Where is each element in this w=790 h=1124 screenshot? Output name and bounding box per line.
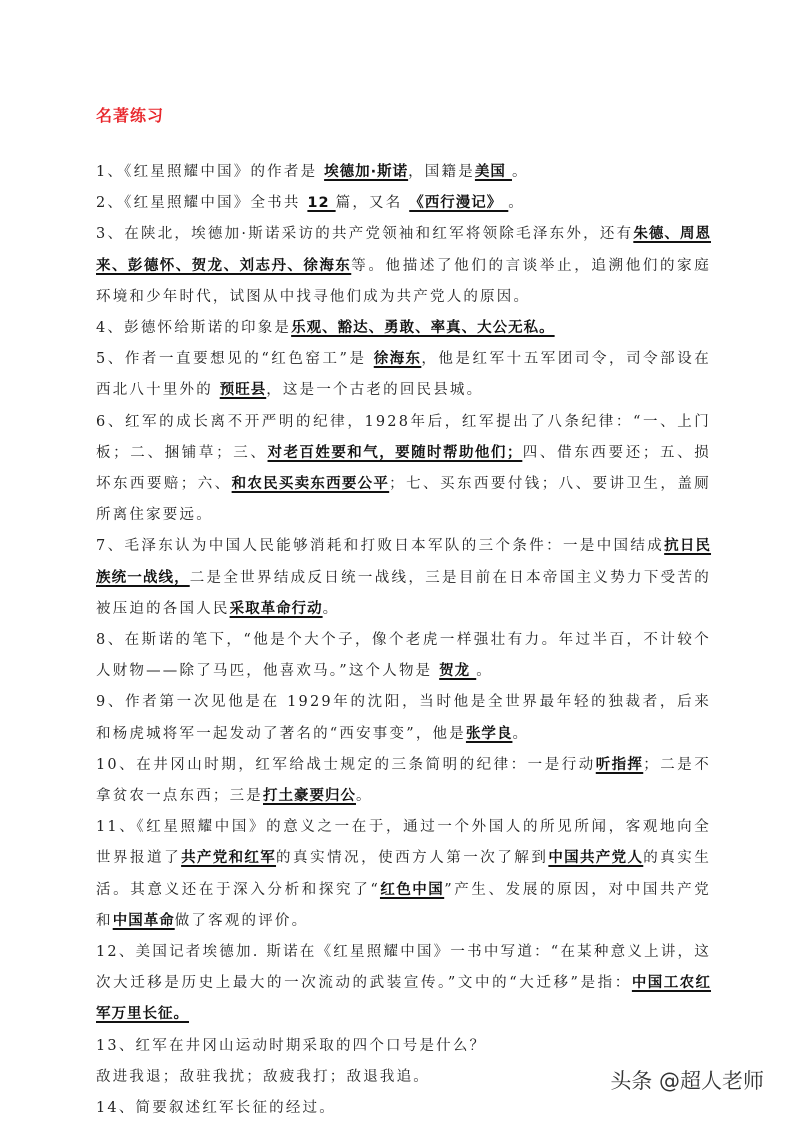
- question-item: [96, 1031, 711, 1062]
- answer-text: 预旺县: [219, 382, 267, 399]
- question-text: 的真实情况，使西方人第一次了解到: [276, 850, 549, 867]
- question-text: 二是全世界结成反日统一战线，三是目前在日本帝国主义势力下受苦的被压迫的各国人民: [96, 569, 711, 617]
- answer-text: 打土豪要归公: [263, 788, 356, 805]
- answer-text: 张学良: [465, 725, 513, 742]
- question-text: 7、毛泽东认为中国人民能够消耗和打败日本军队的三个条件：一是中国结成: [96, 538, 665, 555]
- answer-text: 埃德加·斯诺: [324, 164, 409, 180]
- question-item: [96, 344, 711, 406]
- question-item: [96, 625, 711, 687]
- question-text: 12、美国记者埃德加. 斯诺在《红星照耀中国》一书中写道：“在某种意义上讲，这次大迁移是历史上最大的一次流动的武装宣传。”文中的“大迁移”是指：: [96, 944, 711, 992]
- answer-text: 中国共产党人: [548, 850, 644, 867]
- question-text: 4、彭德怀给斯诺的印象是: [96, 320, 292, 337]
- question-text: 四、借东西要还；五、损坏东西要赔；六、: [96, 444, 712, 493]
- answer-text: 共产党和红军: [181, 850, 277, 867]
- answer-text: 贺龙: [439, 663, 477, 680]
- question-text: 。: [512, 725, 530, 742]
- answer-text: 徐海东: [373, 351, 422, 368]
- question-text: 9、作者第一次见他是在 1929年的沈阳，当时他是全世界最年轻的独裁者，后来和杨虎城将军一起发动了著名的“西安事变”，他是: [96, 694, 711, 742]
- question-text: ；七、买东西要付钱；八、要讲卫生，盖厕所离住家要远。: [96, 476, 711, 524]
- question-item: [96, 313, 711, 344]
- answer-text: 抗日民族统一战线，: [96, 538, 712, 586]
- question-text: ，这是一个古老的回民县城。: [266, 382, 484, 399]
- page-title: 名著练习: [96, 106, 165, 125]
- answer-text: 采取革命行动: [229, 600, 323, 617]
- question-text: 8、在斯诺的笔下，“他是个大个子，像个老虎一样强壮有力。年过半百，不计较个人财物——除了马匹，他喜欢马。”这个人物是: [96, 632, 711, 680]
- question-text: 3、在陕北，埃德加·斯诺采访的共产党领袖和红军将领除毛泽东外，还有: [96, 226, 634, 243]
- answer-text: 朱德、周恩来、彭德怀、贺龙、刘志丹、徐海东: [96, 226, 711, 274]
- question-text: 。: [322, 600, 340, 617]
- question-text: ，他是红军十五军团司令，司令部设在西北八十里外的: [96, 351, 712, 399]
- question-item: [96, 407, 711, 532]
- question-text: 。: [476, 663, 493, 680]
- question-text: 等。他描述了他们的言谈举止，追溯他们的家庭环境和少年时代，试图从中找寻他们成为共产党人的原因。: [96, 257, 712, 305]
- question-text: 。: [356, 788, 373, 805]
- answer-text: 和农民买卖东西要公平: [231, 476, 390, 493]
- question-text: 14、简要叙述红军长征的经过。: [96, 1100, 336, 1117]
- question-text: 敌进我退；敌驻我扰；敌疲我打；敌退我追。: [96, 1068, 430, 1085]
- question-item: [96, 750, 711, 812]
- question-text: 做了客观的评价。: [174, 912, 309, 929]
- question-list: [96, 157, 711, 1124]
- answer-text: 美国: [474, 164, 512, 180]
- answer-text: 红色中国: [379, 881, 445, 898]
- question-text: 13、红军在井冈山运动时期采取的四个口号是什么？: [96, 1037, 487, 1054]
- question-text: 6、红军的成长离不开严明的纪律，1928年后，红军提出了八条纪律：“一、上门板；二、捆铺草；三、: [96, 413, 711, 461]
- question-text: 1、《红星照耀中国》的作者是: [96, 164, 325, 180]
- question-text: ，国籍是: [408, 164, 475, 180]
- question-item: [96, 531, 711, 625]
- answer-text: 中国革命: [112, 912, 175, 929]
- question-text: 2、《红星照耀中国》全书共: [96, 195, 308, 212]
- question-text: 篇，又名: [335, 195, 410, 212]
- question-item: [96, 219, 711, 313]
- question-text: 11、《红星照耀中国》的意义之一在于，通过一个外国人的所见所闻，客观地向全世界报道了: [96, 819, 711, 867]
- question-item: [96, 188, 711, 219]
- question-item: [96, 687, 711, 749]
- question-text: 。: [511, 164, 529, 180]
- question-text: ”产生、发展的原因，对中国共产党和: [96, 881, 711, 929]
- question-item: [96, 937, 711, 1031]
- question-text: ；二是不拿贫农一点东西；三是: [96, 756, 711, 805]
- question-text: 的真实生活。其意义还在于深入分析和探究了“: [96, 850, 712, 898]
- answer-text: 对老百姓要和气，要随时帮助他们；: [267, 444, 523, 461]
- question-text: 10、在井冈山时期，红军给战士规定的三条简明的纪律：一是行动: [96, 756, 596, 773]
- answer-text: 听指挥: [595, 756, 644, 773]
- question-item: [96, 1093, 711, 1124]
- watermark: 头条 @超人老师: [610, 1069, 764, 1093]
- answer-text: 12: [307, 195, 336, 212]
- answer-text: 中国工农红军万里长征。: [96, 975, 712, 1023]
- question-text: 。: [508, 195, 525, 212]
- question-text: 5、作者一直要想见的“红色窑工”是: [96, 351, 374, 368]
- answer-text: 乐观、豁达、勇敢、率真、大公无私。: [291, 320, 555, 337]
- question-item: [96, 812, 711, 937]
- question-item: [96, 157, 711, 188]
- answer-text: 《西行漫记》: [409, 195, 509, 212]
